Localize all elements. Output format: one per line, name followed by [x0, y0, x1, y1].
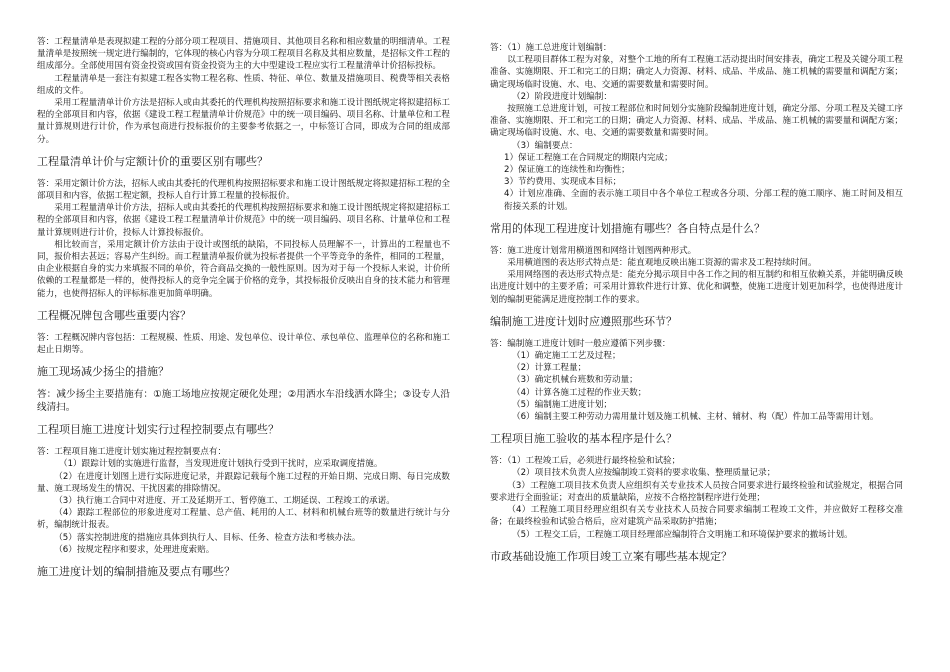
- left-column: [37, 36, 450, 588]
- answer-subheading: （3）编制要点：: [512, 140, 578, 151]
- question-heading: 工程项目施工进度计划实行过程控制要点有哪些？: [37, 423, 279, 437]
- answer-paragraph: 答：减少扬尘主要措施有：①施工场地应按规定硬化处理；②用洒水车沿线洒水降尘；③设专人沿线清扫。: [37, 389, 450, 414]
- answer-paragraph: 答：工程量清单是表现拟建工程的分部分项工程项目、措施项目、其他项目名称和相应数量的明细清单。工程量清单是按照统一规定进行编制的，它体现的核心内容为分项工程项目名称及其相应数量，是招标文件工程的组成部分。全部使用国有资金投资或国有资金投资为主的大中型建设工程应实行工程量清单计价招标投标。: [37, 37, 450, 72]
- answer-paragraph: 采用网络图的表达形式特点是：能充分揭示项目中各工作之间的相互制约和相互依赖关系，并能明确反映出进度计划中的主要矛盾；可采用计算软件进行计算、优化和调整，使施工进度计划更加科学，也使得进度计划的编制更能满足进度控制工作的要求。: [490, 270, 903, 305]
- list-item: （3）确定机械台班数和劳动量；: [512, 375, 638, 386]
- right-column: [490, 42, 903, 573]
- list-item: （2）项目技术负责人应按编制竣工资料的要求收集、整理质量记录；: [512, 468, 776, 479]
- list-item: （5）落实控制进度的措施应具体到执行人、目标、任务、检查方法和考核办法。: [54, 532, 361, 543]
- list-item: （1）确定施工工艺及过程；: [512, 351, 621, 362]
- list-item: （4）工程施工项目经理应组织有关专业技术人员按合同要求编制工程竣工文件，并应做好工程移交准备；在最终检验和试验合格后，应对建筑产品采取防护措施；: [490, 505, 903, 528]
- answer-paragraph: 按照施工总进度计划，可按工程部位和时间划分实施阶段编制进度计划，确定分部、分项工程及关键工序准备、实施期限、开工和完工的日期；确定人力资源、材料、成品、半成品、施工机械的需要量和调配方案；确定现场临时设施、水、电、交通的需要数量和需要时间。: [490, 104, 903, 139]
- list-item: （2）计算工程量；: [512, 363, 587, 374]
- list-item: （3）工程施工项目技术负责人应组织有关专业技术人员按合同要求进行最终检验和试验规定，根据合同要求进行全面验证；对查出的质量缺陷，应按不合格控制程序进行处理；: [490, 480, 903, 503]
- answer-paragraph: 采用横道图的表达形式特点是：能直观地反映出施工资源的需求及工程持续时间。: [507, 258, 817, 269]
- answer-subheading: （2）阶段进度计划编制：: [512, 91, 612, 102]
- answer-paragraph: 答：（1）施工总进度计划编制：: [490, 43, 612, 53]
- list-item: （3）执行施工合同中对进度、开工及延期开工、暂停施工、工期延误、工程竣工的承诺。: [54, 496, 395, 507]
- answer-paragraph: 答：施工进度计划常用横道图和网络计划图两种形式。: [490, 245, 697, 256]
- list-item: （1）跟踪计划的实施进行监督，当发现进度计划执行受到干扰时，应采取调度措施。: [59, 459, 383, 470]
- question-heading: 编制施工进度计划时应遵照那些环节？: [490, 314, 677, 328]
- answer-paragraph: 答：编制施工进度计划时一般应遵循下列步骤：: [490, 338, 671, 349]
- question-heading: 常用的体现工程进度计划措施有哪些？各自特点是什么？: [490, 221, 765, 235]
- answer-paragraph: 工程量清单是一套注有拟建工程各实物工程名称、性质、特征、单位、数量及措施项目、税费等相关表格组成的文件。: [37, 73, 450, 96]
- list-item: 2）保证施工的连续性和均衡性；: [504, 165, 630, 176]
- question-heading: 工程量清单计价与定额计价的重要区别有哪些？: [37, 154, 268, 168]
- answer-paragraph: 答：工程项目施工进度计划实施过程控制要点有：: [37, 447, 227, 458]
- question-heading: 市政基础设施工作项目竣工立案有哪些基本规定？: [490, 549, 732, 563]
- list-item: （4）跟踪工程部位的形象进度对工程量、总产值、耗用的人工、材料和机械台班等的数量进行统计与分析，编制统计报表。: [37, 508, 450, 531]
- list-item: 1）保证工程施工在合同规定的期限内完成；: [504, 152, 673, 163]
- list-item: （2）在进度计划图上进行实际进度记录，并跟踪记载每个施工过程的开始日期、完成日期、每日完成数量、施工现场发生的情况、干扰因素的排除情况。: [37, 471, 450, 494]
- list-item: （5）工程交工后，工程施工项目经理部应编制符合文明施工和环境保护要求的撤场计划。: [512, 529, 853, 540]
- list-item: 答：（1）工程竣工后，必须进行最终检验和试验；: [490, 456, 681, 467]
- answer-paragraph: 采用工程量清单计价方法，招标人或由其委托的代理机构按照招标要求和施工设计图纸规定将拟建招标工程的全部项目和内容，依据《建设工程工程量清单计价规范》中的统一项目编码、项目名称、计量单位和工程量计算规则进行计价，投标人计算投标报价。: [37, 203, 450, 238]
- answer-paragraph: 答：采用定额计价方法，招标人或由其委托的代理机构按照招标要求和施工设计图纸规定将拟建招标工程的全部项目和内容，依据工程定额，投标人自行计算工程量的投标报价。: [37, 178, 450, 202]
- answer-paragraph: 以工程项目群体工程为对象，对整个工地的所有工程施工活动提出时间安排表，确定工程及关键分项工程准备、实施期限、开工和完工的日期；确定人力资源、材料、成品、半成品、施工机械的需要量和调配方案；确定现场临时设施、水、电、交通的需要数量和需要时间。: [490, 55, 903, 90]
- question-heading: 施工进度计划的编制措施及要点有哪些？: [37, 565, 235, 579]
- list-item: （5）编制施工进度计划；: [512, 399, 612, 410]
- list-item: （6）编制主要工种劳动力需用量计划及施工机械、主材、辅材、构（配）件加工品等需用计划。: [512, 412, 879, 423]
- list-item: （4）计算各施工过程的作业天数；: [512, 387, 647, 398]
- list-item: 4）计划应准确、全面的表示施工项目中各个单位工程或各分项、分部工程的施工顺序、施工时间及相互衔接关系的计划。: [504, 189, 903, 212]
- question-heading: 工程项目施工验收的基本程序是什么？: [490, 432, 677, 446]
- question-heading: 施工现场减少扬尘的措施？: [37, 365, 169, 379]
- answer-paragraph: 相比较而言，采用定额计价方法由于设计或图纸的缺陷，不同投标人员理解不一，计算出的工程量也不同，报价相去甚远；容易产生纠纷。而工程量清单报价就为投标者提供一个平等竞争的条件，相同的工程量，由企业根据自身的实力来填报不同的单价，符合商品交换的一般性原则。因为对于每一个投标人来说，计价所依赖的工程量都是一样的，使得投标人的竞争完全属于价格的竞争，其投标报价反映出自身的技术能力和管理能力，也使得招标人的评标标准更加简单明确。: [37, 239, 450, 299]
- answer-paragraph: 采用工程量清单计价方法是招标人或由其委托的代理机构按照招标要求和施工设计图纸规定将拟建招标工程的全部项目和内容，依据《建设工程工程量清单计价规范》中的统一项目编码、项目名称、计量单位和工程量计算规则进行计价，作为承包商进行投标报价的主要参考依据之一，中标签订合同，即成为合同的组成部分。: [37, 98, 450, 145]
- question-heading: 工程概况牌包含哪些重要内容？: [37, 308, 191, 322]
- list-item: （6）按规定程序和要求，处理进度索赔。: [54, 544, 215, 555]
- list-item: 3）节约费用、实现成本目标；: [504, 177, 622, 188]
- answer-paragraph: 答：工程概况牌内容包括：工程规模、性质、用途、发包单位、设计单位、承包单位、监理单位的名称和施工起止日期等。: [37, 332, 450, 356]
